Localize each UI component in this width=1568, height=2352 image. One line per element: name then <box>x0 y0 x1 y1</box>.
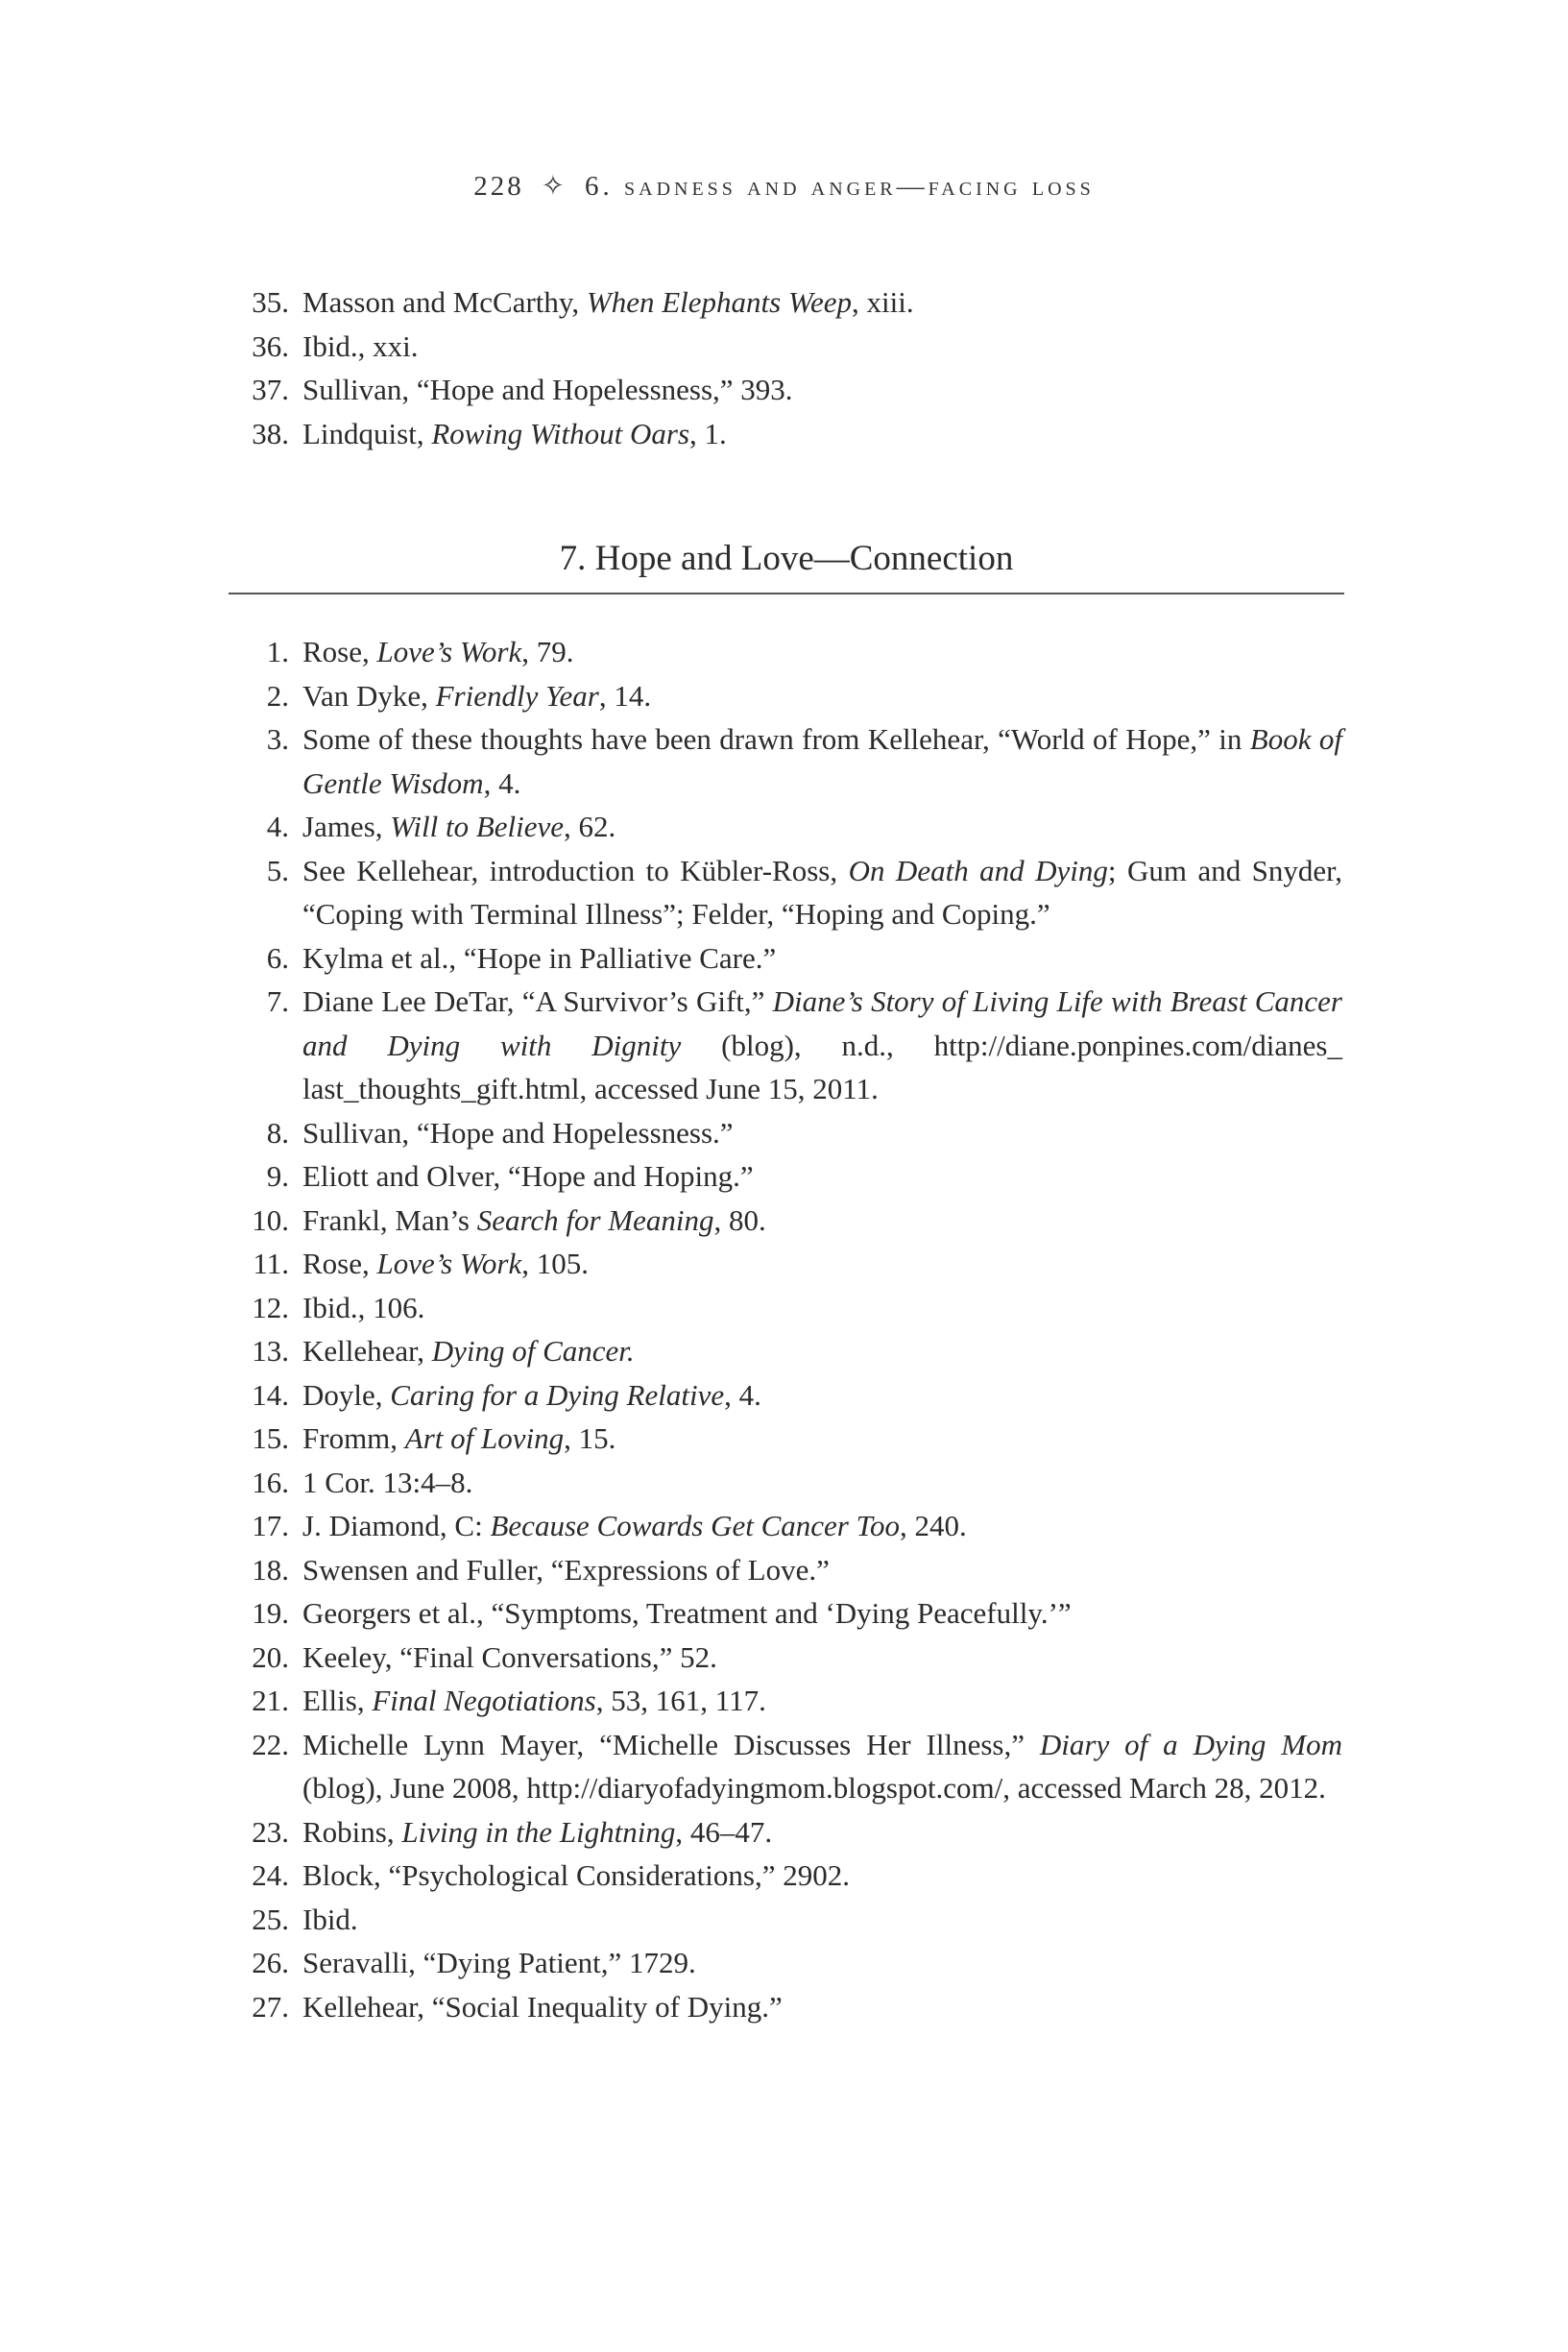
note-text <box>302 854 1342 932</box>
note-number: 35. <box>252 285 289 319</box>
note-text <box>302 1684 766 1717</box>
note-text <box>302 1247 589 1280</box>
note-text <box>302 635 573 668</box>
note-text-run: Ibid. <box>302 1902 358 1936</box>
note-number: 3. <box>266 722 289 756</box>
note-title-italic: Search for Meaning <box>476 1202 714 1237</box>
note-number: 8. <box>266 1115 289 1150</box>
note-text-run: Kellehear, “Social Inequality of Dying.” <box>302 1989 783 2024</box>
note-number: 22. <box>252 1727 289 1761</box>
note-text-run: Kellehear, <box>302 1334 432 1368</box>
note-text-run: Michelle Lynn Mayer, “Michelle Discusses Her Illness,” <box>302 1727 1040 1761</box>
note-item <box>230 1898 1342 1942</box>
note-text-run: Fromm, <box>302 1421 405 1455</box>
note-number: 6. <box>266 940 289 975</box>
note-item <box>230 368 1342 412</box>
note-text-run: Ibid., 106. <box>302 1290 425 1324</box>
note-item <box>230 1111 1342 1155</box>
note-title-italic: Living in the Lightning <box>401 1814 676 1849</box>
note-text <box>302 1421 615 1455</box>
note-number: 36. <box>252 328 289 363</box>
note-item <box>230 325 1342 369</box>
note-text <box>302 329 419 363</box>
note-item <box>230 674 1342 718</box>
note-item <box>230 1591 1342 1636</box>
note-text-run: (blog), n.d., http://diane.ponpines.com/dianes_ last_thoughts_gift.html, accessed June 15, 2011. <box>302 1028 1342 1105</box>
note-number: 16. <box>252 1465 289 1499</box>
note-text-run: J. Diamond, C: <box>302 1509 491 1542</box>
note-text <box>302 1553 830 1587</box>
note-item <box>230 980 1342 1111</box>
note-text-run: Lindquist, <box>302 416 432 450</box>
note-text <box>302 1815 772 1849</box>
notes-list-chapter-6 <box>230 280 1342 455</box>
note-text-run: , 1. <box>689 416 727 450</box>
note-text <box>302 1596 1072 1630</box>
note-title-italic: Love’s Work <box>376 635 522 668</box>
note-item <box>230 1504 1342 1548</box>
note-text-run: Masson and McCarthy, <box>302 285 587 319</box>
note-text-run: Kylma et al., “Hope in Palliative Care.” <box>302 940 777 975</box>
note-item <box>230 849 1342 936</box>
note-text-run: , 79. <box>521 635 574 668</box>
note-text <box>302 1116 734 1150</box>
note-title-italic: Rowing Without Oars <box>431 416 690 450</box>
note-text <box>302 722 1342 800</box>
note-number: 5. <box>266 853 289 887</box>
note-text-run: Georgers et al., “Symptoms, Treatment and ‘Dying Peacefully.’” <box>302 1596 1072 1630</box>
note-text-run: James, <box>302 810 391 843</box>
note-item <box>230 1199 1342 1243</box>
note-title-italic: Dying of Cancer. <box>431 1334 635 1368</box>
note-item <box>230 936 1342 981</box>
note-text-run: , 4. <box>483 765 521 800</box>
note-item <box>230 630 1342 674</box>
note-text-run: , 240. <box>900 1509 967 1542</box>
note-number: 25. <box>252 1902 289 1936</box>
note-title-italic: Because Cowards Get Cancer Too <box>490 1509 901 1542</box>
note-text-run: Van Dyke, <box>302 678 436 713</box>
note-text-run: Sullivan, “Hope and Hopelessness,” 393. <box>302 373 793 406</box>
note-number: 10. <box>252 1202 289 1237</box>
note-item <box>230 1329 1342 1373</box>
note-number: 13. <box>252 1334 289 1368</box>
note-item <box>230 1548 1342 1592</box>
note-item <box>230 1985 1342 2029</box>
note-number: 23. <box>252 1814 289 1849</box>
note-item <box>230 1679 1342 1723</box>
note-text <box>302 1946 696 1979</box>
note-text-run: Ibid., xxi. <box>302 328 419 363</box>
note-number: 26. <box>252 1946 289 1979</box>
note-title-italic: Friendly Year <box>435 678 599 713</box>
note-item <box>230 1636 1342 1680</box>
note-text-run: ; Gum and Snyder, “Coping with Terminal Illness”; Felder, “Hoping and Coping.” <box>302 853 1342 931</box>
note-text-run: , 80. <box>713 1202 766 1237</box>
note-text <box>302 1466 472 1499</box>
note-text <box>302 1509 967 1542</box>
note-item <box>230 1723 1342 1810</box>
note-text <box>302 1990 783 2024</box>
note-number: 19. <box>252 1596 289 1630</box>
note-text-run: Seravalli, “Dying Patient,” 1729. <box>302 1946 696 1979</box>
page-number: 228 <box>473 171 524 202</box>
note-text-run: 1 Cor. 13:4–8. <box>302 1465 473 1499</box>
note-item <box>230 1461 1342 1505</box>
note-title-italic: Love’s Work <box>376 1247 522 1280</box>
note-text-run: , 14. <box>598 678 652 713</box>
note-title-italic: On Death and Dying <box>848 853 1108 887</box>
note-title-italic: Will to Believe <box>390 810 565 843</box>
note-number: 21. <box>252 1684 289 1717</box>
ornament-separator: ✧ <box>541 171 568 202</box>
note-text-run: Sullivan, “Hope and Hopelessness.” <box>302 1115 734 1150</box>
section-heading: 7. Hope and Love—Connection <box>229 538 1344 594</box>
note-text-run: Rose, <box>302 635 377 668</box>
note-item <box>230 717 1342 805</box>
chapter-title: 6. sadness and anger—facing loss <box>585 171 1095 202</box>
note-number: 17. <box>252 1509 289 1542</box>
note-text <box>302 1159 754 1193</box>
note-title-italic: Caring for a Dying Relative <box>390 1377 725 1412</box>
note-text <box>302 373 793 406</box>
note-item <box>230 412 1342 456</box>
note-item <box>230 805 1342 849</box>
note-number: 12. <box>252 1290 289 1324</box>
note-text-run: Frankl, Man’s <box>302 1202 477 1237</box>
note-text <box>302 679 651 713</box>
note-text <box>302 1903 358 1936</box>
note-text <box>302 1203 766 1237</box>
note-text-run: See Kellehear, introduction to Kübler-Ross, <box>302 853 849 887</box>
note-number: 7. <box>266 984 289 1018</box>
note-text-run: (blog), June 2008, http://diaryofadyingmom.blogspot.com/, accessed March 28, 2012. <box>302 1771 1326 1805</box>
note-title-italic: Art of Loving <box>404 1421 565 1455</box>
note-text-run: Block, “Psychological Considerations,” 2902. <box>302 1858 850 1892</box>
note-text-run: Some of these thoughts have been drawn from Kellehear, “World of Hope,” in <box>302 722 1250 756</box>
note-number: 38. <box>252 416 289 450</box>
note-text-run: Rose, <box>302 1247 377 1280</box>
note-text <box>302 810 615 843</box>
note-item <box>230 1373 1342 1418</box>
note-title-italic: Book of Gentle Wisdom <box>302 722 1342 800</box>
note-text <box>302 417 727 450</box>
note-text-run: , 105. <box>521 1247 589 1280</box>
note-text-run: Doyle, <box>302 1377 391 1412</box>
note-number: 20. <box>252 1639 289 1674</box>
note-text-run: Keeley, “Final Conversations,” 52. <box>302 1639 717 1674</box>
note-item <box>230 1242 1342 1286</box>
note-text-run: Ellis, <box>302 1684 373 1717</box>
note-number: 2. <box>266 678 289 713</box>
note-number: 11. <box>253 1247 289 1280</box>
note-number: 18. <box>252 1552 289 1587</box>
note-number: 1. <box>266 635 289 668</box>
note-number: 27. <box>252 1989 289 2024</box>
note-text-run: , 53, 161, 117. <box>595 1684 766 1717</box>
note-text <box>302 984 1342 1105</box>
note-title-italic: When Elephants Weep <box>586 285 852 319</box>
note-text <box>302 285 914 319</box>
note-title-italic: Diary of a Dying Mom <box>1039 1727 1342 1761</box>
note-text-run: Eliott and Olver, “Hope and Hoping.” <box>302 1159 754 1193</box>
note-number: 9. <box>266 1159 289 1193</box>
notes-list-chapter-7 <box>230 630 1342 2028</box>
note-text-run: , 62. <box>564 810 616 843</box>
note-text-run: Swensen and Fuller, “Expressions of Love.” <box>302 1552 830 1587</box>
note-item <box>230 1417 1342 1461</box>
note-text <box>302 1858 850 1892</box>
note-text <box>302 941 776 975</box>
note-item <box>230 1941 1342 1985</box>
note-title-italic: Final Negotiations <box>372 1684 596 1717</box>
note-title-italic: Diane’s Story of Living Life with Breast Cancer and Dying with Dignity <box>302 984 1342 1062</box>
note-number: 4. <box>266 810 289 843</box>
note-text <box>302 1640 717 1674</box>
note-number: 24. <box>252 1858 289 1892</box>
running-head <box>0 169 1568 203</box>
note-text-run: Diane Lee DeTar, “A Survivor’s Gift,” <box>302 984 773 1018</box>
note-item <box>230 280 1342 325</box>
note-text-run: , xiii. <box>851 285 914 319</box>
note-item <box>230 1854 1342 1898</box>
note-number: 15. <box>252 1421 289 1455</box>
note-text <box>302 1334 635 1368</box>
note-text <box>302 1378 761 1412</box>
note-text <box>302 1728 1342 1806</box>
note-number: 14. <box>252 1377 289 1412</box>
note-item <box>230 1154 1342 1199</box>
note-text-run: , 15. <box>564 1421 616 1455</box>
note-text-run: , 4. <box>724 1377 761 1412</box>
note-item <box>230 1810 1342 1855</box>
note-item <box>230 1286 1342 1330</box>
note-text-run: , 46–47. <box>675 1814 773 1849</box>
note-number: 37. <box>252 373 289 406</box>
note-text <box>302 1291 424 1324</box>
note-text-run: Robins, <box>302 1814 402 1849</box>
